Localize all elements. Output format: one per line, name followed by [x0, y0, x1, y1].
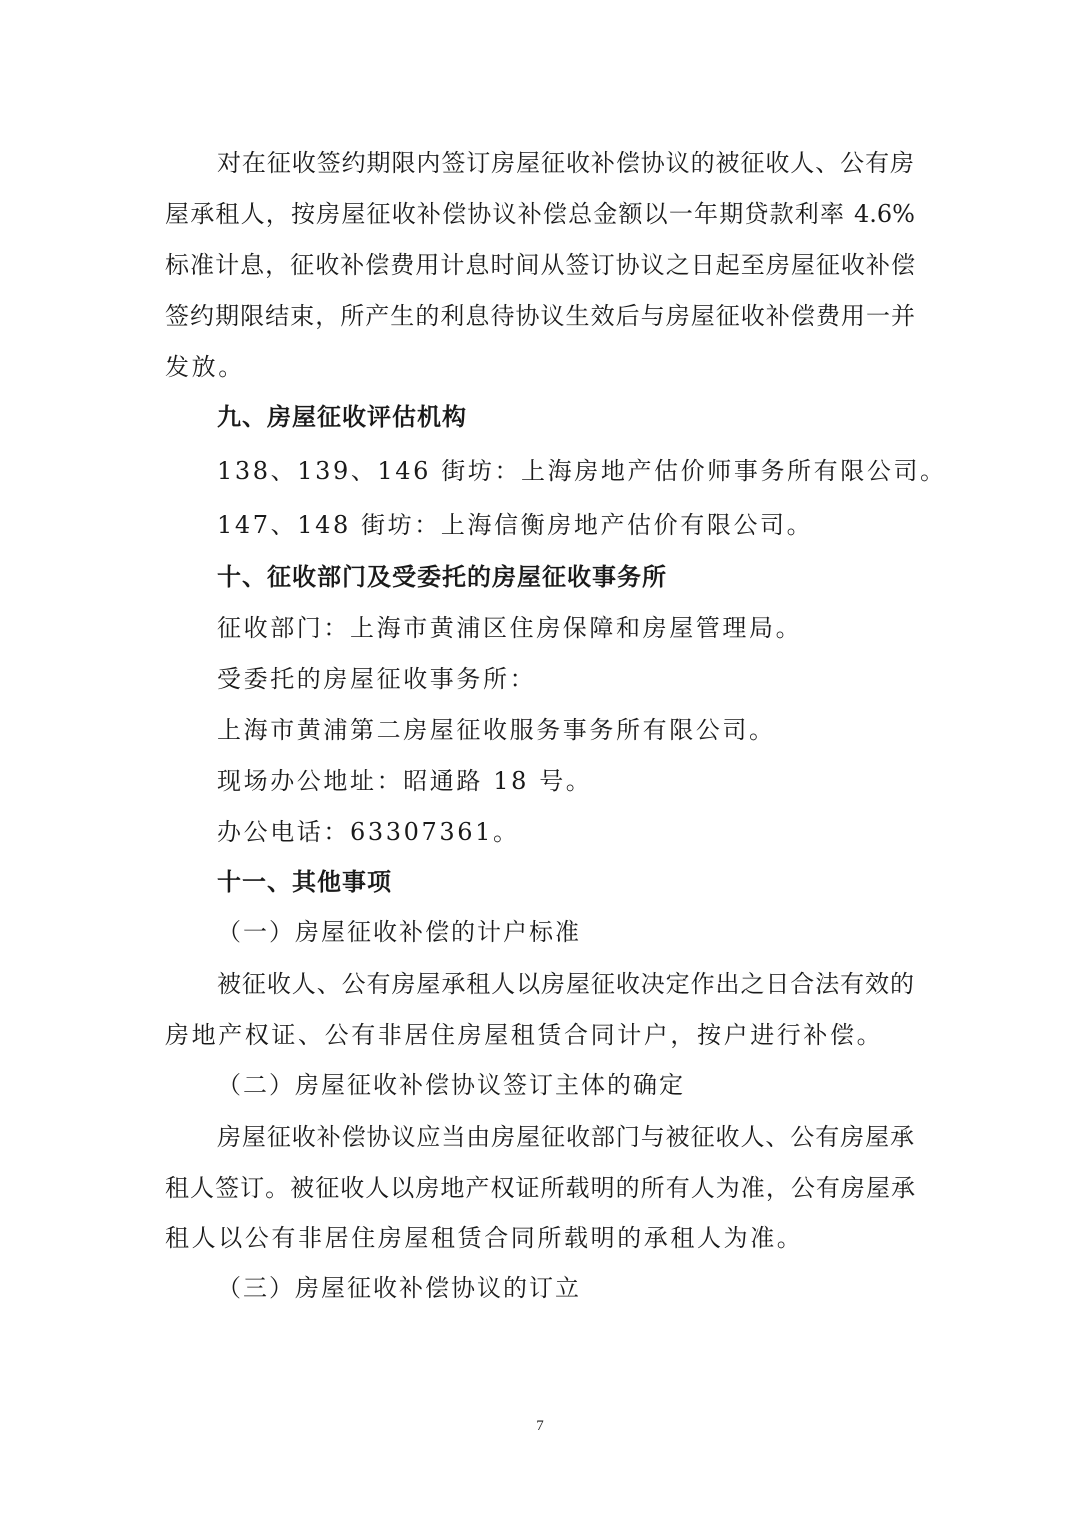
section-11-sub-2-line-3: 租人以公有非居住房屋租赁合同所载明的承租人为准。 [165, 1224, 804, 1252]
section-10-line-3: 上海市黄浦第二房屋征收服务事务所有限公司。 [217, 716, 776, 744]
interest-paragraph-line-2: 屋承租人，按房屋征收补偿协议补偿总金额以一年期贷款利率 4.6% [165, 200, 915, 228]
section-11-heading: 十一、其他事项 [217, 868, 392, 896]
interest-paragraph-line-1: 对在征收签约期限内签订房屋征收补偿协议的被征收人、公有房 [217, 149, 914, 177]
section-10-line-2: 受委托的房屋征收事务所： [217, 665, 537, 693]
page-number: 7 [536, 1418, 544, 1434]
section-11-sub-2-line-1: 房屋征收补偿协议应当由房屋征收部门与被征收人、公有房屋承 [217, 1123, 914, 1151]
section-9-heading: 九、房屋征收评估机构 [217, 403, 467, 431]
interest-paragraph-line-3: 标准计息，征收补偿费用计息时间从签订协议之日起至房屋征收补偿 [165, 251, 915, 279]
section-11-sub-1-heading: （一）房屋征收补偿的计户标准 [217, 918, 581, 946]
section-11-sub-1-line-1: 被征收人、公有房屋承租人以房屋征收决定作出之日合法有效的 [217, 970, 914, 998]
section-10-line-4: 现场办公地址：昭通路 18 号。 [217, 767, 593, 795]
section-10-line-5: 办公电话：63307361。 [217, 818, 520, 846]
interest-paragraph-line-5: 发放。 [165, 353, 245, 381]
section-11-sub-3-heading: （三）房屋征收补偿协议的订立 [217, 1274, 581, 1302]
section-11-sub-2-heading: （二）房屋征收补偿协议签订主体的确定 [217, 1071, 685, 1099]
interest-paragraph-line-4: 签约期限结束，所产生的利息待协议生效后与房屋征收补偿费用一并 [165, 302, 915, 330]
section-9-line-2: 147、148 街坊：上海信衡房地产估价有限公司。 [217, 511, 814, 539]
section-9-line-1: 138、139、146 街坊：上海房地产估价师事务所有限公司。 [217, 457, 947, 485]
section-10-heading: 十、征收部门及受委托的房屋征收事务所 [217, 563, 667, 591]
section-11-sub-1-line-2: 房地产权证、公有非居住房屋租赁合同计户，按户进行补偿。 [165, 1021, 884, 1049]
section-11-sub-2-line-2: 租人签订。被征收人以房地产权证所载明的所有人为准，公有房屋承 [165, 1174, 915, 1202]
section-10-line-1: 征收部门：上海市黄浦区住房保障和房屋管理局。 [217, 614, 803, 642]
